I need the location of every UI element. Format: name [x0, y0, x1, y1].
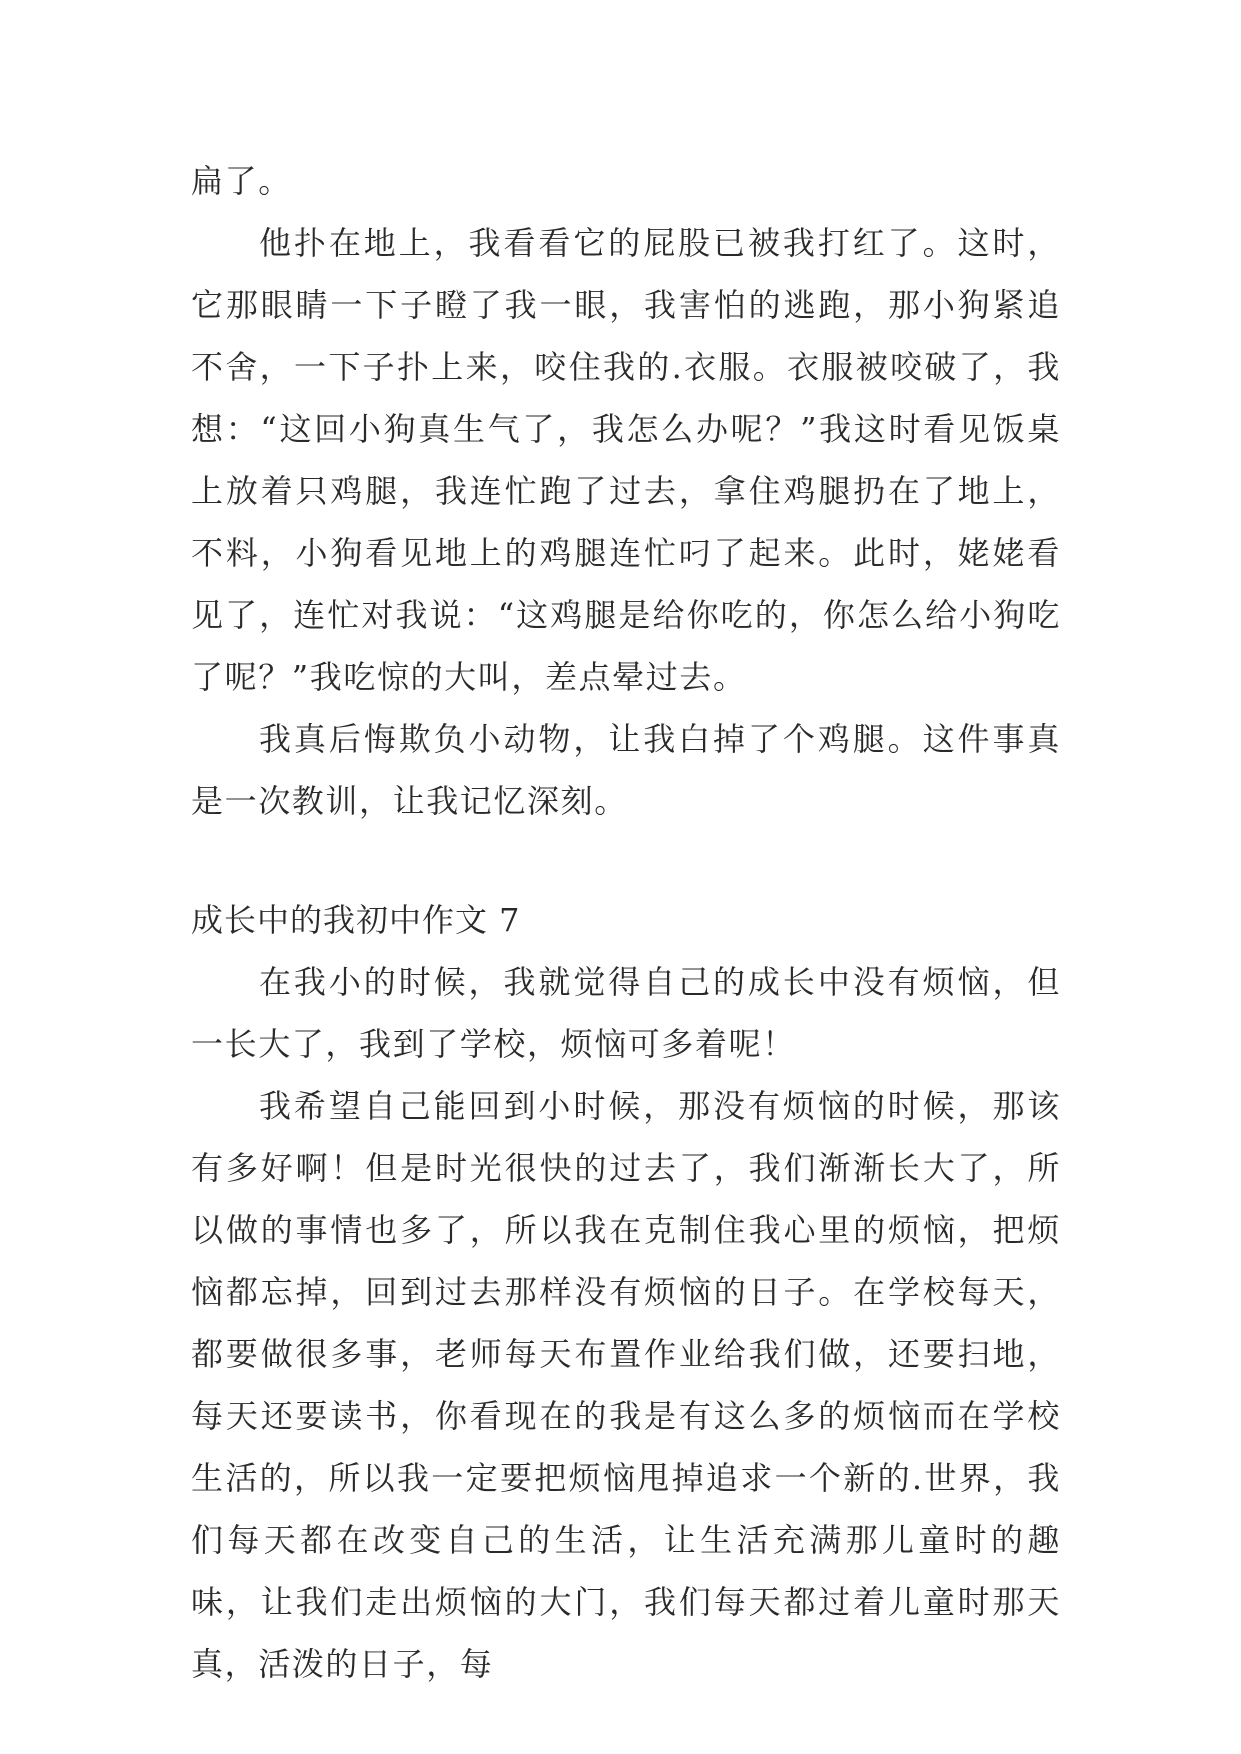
- paragraph-continuation: 扁了。: [191, 162, 292, 200]
- paragraph-regret: 我真后悔欺负小动物，让我白掉了个鸡腿。这件事真是一次教训，让我记忆深刻。: [191, 720, 1061, 820]
- essay-heading: 成长中的我初中作文 7: [191, 901, 521, 939]
- paragraph-worries: 我希望自己能回到小时候，那没有烦恼的时候，那该有多好啊！但是时光很快的过去了，我们渐渐长大了，所以做的事情也多了，所以我在克制住我心里的烦恼，把烦恼都忘掉，回到过去那样没有烦恼的日子。在学校每天，都要做很多事，老师每天布置作业给我们做，还要扫地，每天还要读书，你看现在的我是有这么多的烦恼而在学校生活的，所以我一定要把烦恼甩掉追求一个新的.世界，我们每天都在改变自己的生活，让生活充满那儿童时的趣味，让我们走出烦恼的大门，我们每天都过着儿童时那天真，活泼的日子，每: [191, 1087, 1061, 1683]
- paragraph-childhood: 在我小的时候，我就觉得自己的成长中没有烦恼，但一长大了，我到了学校，烦恼可多着呢！: [191, 963, 1061, 1063]
- document-body: [191, 150, 1061, 1695]
- paragraph-dog-chase: 他扑在地上，我看看它的屁股已被我打红了。这时，它那眼睛一下子瞪了我一眼，我害怕的逃跑，那小狗紧追不舍，一下子扑上来，咬住我的.衣服。衣服被咬破了，我想：“这回小狗真生气了，我怎么办呢？”我这时看见饭桌上放着只鸡腿，我连忙跑了过去，拿住鸡腿扔在了地上，不料，小狗看见地上的鸡腿连忙叼了起来。此时，姥姥看见了，连忙对我说：“这鸡腿是给你吃的，你怎么给小狗吃了呢？”我吃惊的大叫，差点晕过去。: [191, 224, 1061, 696]
